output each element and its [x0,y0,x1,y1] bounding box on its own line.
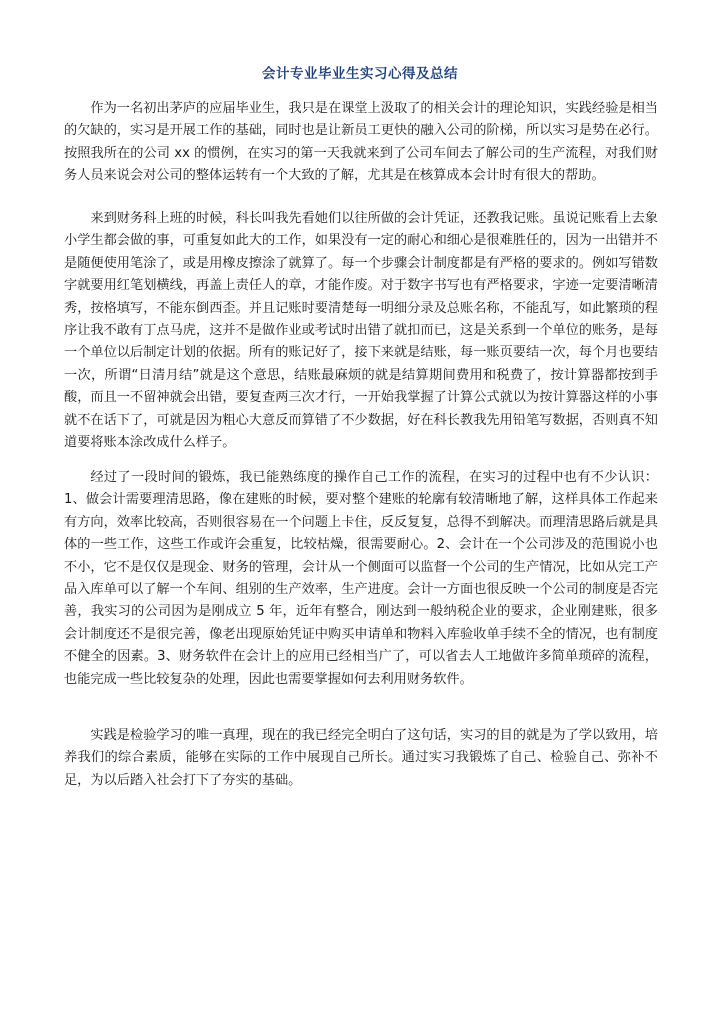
paragraph-2: 来到财务科上班的时候，科长叫我先看她们以往所做的会计凭证，还教我记账。虽说记账看上去象小学生都会做的事，可重复如此大的工作，如果没有一定的耐心和细心是很难胜任的，因为一出错并不是随便使用笔涂了，或是用橡皮擦涂了就算了。每一个步骤会计制度都是有严格的要求的。例如写错数字就要用红笔划横线，再盖上责任人的章，才能作废。对于数字书写也有严格要求，字迹一定要清晰清秀，按格填写，不能东倒西歪。并且记账时要清楚每一明细分录及总账名称，不能乱写，如此繁琐的程序让我不敢有丁点马虎，这并不是做作业或考试时出错了就扣而已，这是关系到一个单位的账务，是每一个单位以后制定计划的依据。所有的账记好了，接下来就是结账，每一账页要结一次，每个月也要结一次，所谓“日清月结”就是这个意思，结账最麻烦的就是结算期间费用和税费了，按计算器都按到手酸，而且一不留神就会出错，要复查两三次才行，一开始我掌握了计算公式就以为按计算器这样的小事就不在话下了，可就是因为粗心大意反而算错了不少数据，好在科长教我先用铅笔写数据，否则真不知道要将账本涂改成什么样子。 [64,211,658,451]
paragraph-4: 实践是检验学习的唯一真理，现在的我已经完全明白了这句话，实习的目的就是为了学以致用，培养我们的综合素质，能够在实际的工作中展现自己所长。通过实习我锻炼了自己、检验自己、弥补不足，为以后踏入社会打下了夯实的基础。 [64,728,658,788]
document-title: 会计专业毕业生实习心得及总结 [262,66,458,82]
paragraph-1: 作为一名初出茅庐的应届毕业生，我只是在课堂上汲取了的相关会计的理论知识，实践经验是相当的欠缺的，实习是开展工作的基础，同时也是让新员工更快的融入公司的阶梯，所以实习是势在必行。按照我所在的公司 xx 的惯例，在实习的第一天我就来到了公司车间去了解公司的生产流程，对我们财务人员来说会对公司的整体运转有一个大致的了解，尤其是在核算成本会计时有很大的帮助。 [64,101,658,184]
paragraph-3: 经过了一段时间的锻炼，我已能熟练度的操作自己工作的流程，在实习的过程中也有不少认识：1、做会计需要理清思路，像在建账的时候，要对整个建账的轮廓有较清晰地了解，这样具体工作起来有方向，效率比较高，否则很容易在一个问题上卡住，反反复复，总得不到解决。而理清思路后就是具体的一些工作，这些工作或许会重复，比较枯燥，很需要耐心。2、会计在一个公司涉及的范围说小也不小，它不是仅仅是现金、财务的管理，会计从一个侧面可以监督一个公司的生产情况，比如从完工产品入库单可以了解一个车间、组别的生产效率，生产进度。会计一方面也很反映一个公司的制度是否完善，我实习的公司因为是刚成立 5 年，近年有整合，刚达到一般纳税企业的要求，企业刚建账，很多会计制度还不是很完善，像老出现原始凭证中购买申请单和物料入库验收单手续不全的情况，也有制度不健全的因素。3、财务软件在会计上的应用已经相当广了，可以省去人工地做许多简单琐碎的流程，也能完成一些比较复杂的处理，因此也需要掌握如何去利用财务软件。 [64,470,658,687]
